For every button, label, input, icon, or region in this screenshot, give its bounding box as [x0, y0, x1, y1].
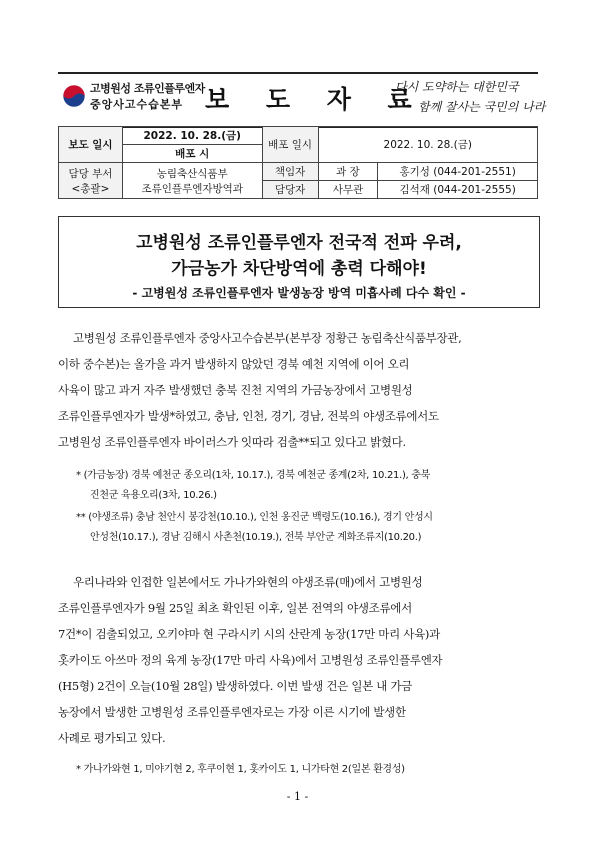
footnote-line: * (가금농장) 경북 예천군 종오리(1차, 10.17.), 경북 예천군 종계(2차, 10.21.), 충북 — [76, 470, 431, 481]
headline-line1: 고병원성 조류인플루엔자 전국적 전파 우려, — [136, 233, 462, 253]
release-date-label: 보도 일시 — [59, 127, 123, 163]
press-release-title: 보 도 자 료 — [205, 85, 426, 114]
headline-line2: 가금농가 차단방역에 총력 다해야! — [171, 259, 427, 279]
footnote-line: ** (야생조류) 충남 천안시 봉강천(10.10.), 인천 옹진군 백령도(10.16.), 경기 안성시 — [76, 512, 433, 523]
paragraph1-line: 고병원성 조류인플루엔자 중앙사고수습본부(본부장 정황근 농림축산식품부장관, — [73, 331, 462, 345]
responsible-label: 책임자 — [262, 163, 318, 181]
responsible-title: 과 장 — [318, 163, 378, 181]
paragraph2-line: (H5형) 2건이 오늘(10월 28일) 발생하였다. 이번 발생 건은 일본 내 가금 — [58, 679, 413, 693]
page-number: - 1 - — [286, 790, 309, 803]
org-name-line1: 고병원성 조류인플루엔자 — [90, 82, 205, 95]
department-label-text: 담당 부서 — [68, 167, 113, 180]
department-label — [59, 163, 123, 199]
department-ministry: 농림축산식품부 — [156, 167, 228, 180]
paragraph2-line: 조류인플루엔자가 9월 25일 최초 확인된 이후, 일본 전역의 야생조류에서 — [58, 601, 412, 615]
slogan-line1: 다시 도약하는 대한민국 — [395, 80, 519, 94]
paragraph1-line: 사육이 많고 과거 자주 발생했던 충북 진천 지역의 가금농장에서 고병원성 — [58, 383, 413, 397]
contact-label: 담당자 — [262, 181, 318, 199]
release-date-value: 2022. 10. 28.(금) — [122, 127, 262, 145]
org-name-line2: 중앙사고수습본부 — [90, 98, 184, 111]
contact-contact: 김석재 (044-201-2555) — [378, 181, 538, 199]
paragraph2-line: 우리나라와 인접한 일본에서도 가나가와현의 야생조류(매)에서 고병원성 — [73, 575, 423, 589]
paragraph1-line: 이하 중수본)는 올가을 과거 발생하지 않았던 경북 예천 지역에 이어 오리 — [58, 357, 410, 371]
headline-subtitle: - 고병원성 조류인플루엔자 발생농장 방역 미흡사례 다수 확인 - — [132, 286, 466, 300]
paragraph1-line: 조류인플루엔자가 발생*하였고, 충남, 인천, 경기, 경남, 전북의 야생조류에서도 — [58, 409, 439, 423]
slogan-line2: 함께 잘사는 국민의 나라 — [418, 100, 546, 114]
paragraph1-line: 고병원성 조류인플루엔자 바이러스가 잇따라 검출**되고 있다고 밝혔다. — [58, 435, 406, 449]
release-info-table — [58, 126, 538, 199]
department-label-sub: <총괄> — [71, 182, 110, 195]
department-division: 조류인플루엔자방역과 — [141, 182, 243, 195]
paragraph2-line: 홋카이도 아쓰마 정의 육계 농장(17만 마리 사육)에서 고병원성 조류인플루엔자 — [58, 653, 443, 667]
department-name — [122, 163, 262, 199]
contact-title: 사무관 — [318, 181, 378, 199]
distribution-date-label: 배포 일시 — [262, 127, 318, 163]
footnote-line: * 가나가와현 1, 미야기현 2, 후쿠이현 1, 홋카이도 1, 니가타현 2(일본 환경성) — [76, 764, 405, 775]
distribution-date-value: 2022. 10. 28.(금) — [318, 127, 537, 163]
paragraph2-line: 7건*이 검출되었고, 오키야마 현 구라시키 시의 산란계 농장(17만 마리 사육)과 — [58, 627, 440, 641]
paragraph2-line: 사례로 평가되고 있다. — [58, 731, 166, 745]
government-emblem-icon — [62, 84, 86, 108]
paragraph2-line: 농장에서 발생한 고병원성 조류인플루엔자로는 가장 이른 시기에 발생한 — [58, 705, 406, 719]
footnote-line: 안성천(10.17.), 경남 김해시 사촌천(10.19.), 전북 부안군 계화조류지(10.20.) — [90, 532, 422, 543]
responsible-contact: 홍기성 (044-201-2551) — [378, 163, 538, 181]
footnote-line: 진천군 육용오리(3차, 10.26.) — [90, 490, 217, 501]
release-time-value: 배포 시 — [122, 145, 262, 163]
